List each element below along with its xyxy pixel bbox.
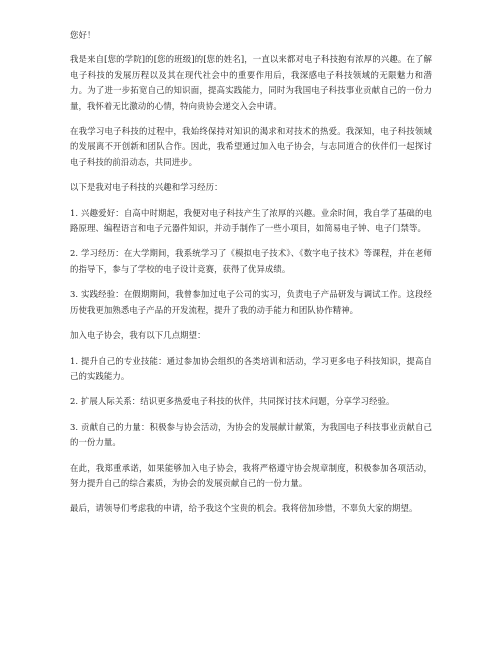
list-item-network: 2. 扩展人际关系：结识更多热爱电子科技的伙伴，共同探讨技术问题，分享学习经验。 [70, 396, 395, 407]
list-item-skills: 1. 提升自己的专业技能：通过参加协会组织的各类培训和活动，学习更多电子科技知识，提高自己的实践能力。 [70, 355, 432, 381]
paragraph-interest-heading: 以下是我对电子科技的兴趣和学习经历： [70, 182, 223, 193]
list-item-study: 2. 学习经历：在大学期间，我系统学习了《模拟电子技术》、《数字电子技术》等课程，并在老师的指导下，参与了学校的电子设计竞赛，获得了优异成绩。 [70, 248, 432, 274]
list-item-hobby: 1. 兴趣爱好：自高中时期起，我便对电子科技产生了浓厚的兴趣。业余时间，我自学了基础的电路原理、编程语言和电子元器件知识，并动手制作了一些小项目，如简易电子钟、电子门禁等。 [70, 207, 432, 234]
paragraph-intro: 我是来自[您的学院]的[您的班级]的[您的姓名]，一直以来都对电子科技抱有浓厚的兴趣。在了解电子科技的发展历程以及其在现代社会中的重要作用后，我深感电子科技领域的无限魅力和潜力。为了进一步拓宽自己的知识面，提高实践能力，同时为我国电子科技事业贡献自己的一份力量，我怀着无比激动的心情，特向贵协会递交入会申请。 [70, 54, 432, 111]
paragraph-motivation: 在我学习电子科技的过程中，我始终保持对知识的渴求和对技术的热爱。我深知，电子科技领域的发展离不开创新和团队合作。因此，我希望通过加入电子协会，与志同道合的伙伴们一起探讨电子科技的前沿动态，共同进步。 [70, 126, 432, 167]
letter-greeting: 您好！ [70, 30, 96, 40]
list-item-contribution: 3. 贡献自己的力量：积极参与协会活动，为协会的发展献计献策，为我国电子科技事业贡献自己的一份力量。 [70, 421, 432, 448]
paragraph-closing: 最后，请领导们考虑我的申请，给予我这个宝贵的机会。我将倍加珍惜，不辜负大家的期望。 [70, 503, 418, 514]
paragraph-commitment: 在此，我郑重承诺，如果能够加入电子协会，我将严格遵守协会规章制度，积极参加各项活动，努力提升自己的综合素质，为协会的发展贡献自己的一份力量。 [70, 462, 432, 488]
paragraph-expectations-heading: 加入电子协会，我有以下几点期望： [70, 330, 206, 341]
list-item-practice: 3. 实践经验：在假期期间，我曾参加过电子公司的实习，负责电子产品研发与调试工作。这段经历使我更加熟悉电子产品的开发流程，提升了我的动手能力和团队协作精神。 [70, 289, 432, 315]
